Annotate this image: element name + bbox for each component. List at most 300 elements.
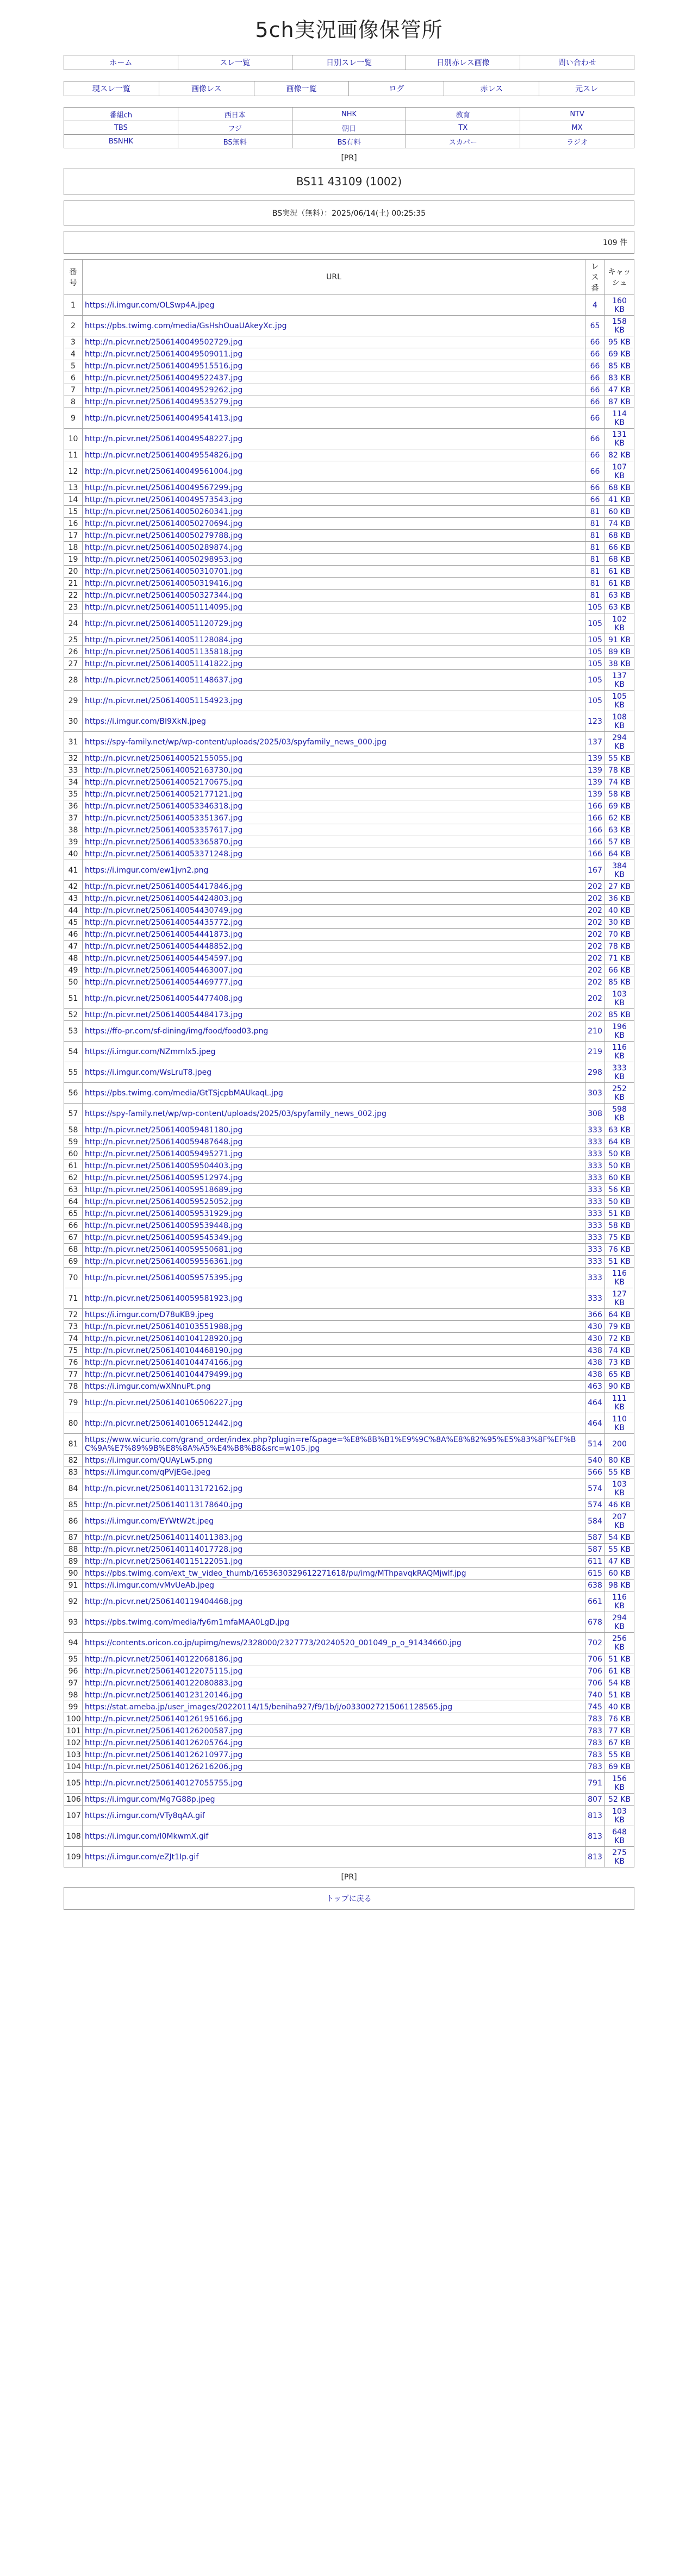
res-number-link[interactable]: 65 (585, 316, 605, 336)
image-url-link[interactable]: http://n.picvr.net/2506140049567299.jpg (83, 482, 585, 494)
cache-size-link[interactable]: 79 KB (605, 1321, 634, 1333)
res-number-link[interactable]: 661 (585, 1591, 605, 1612)
res-number-link[interactable]: 333 (585, 1160, 605, 1172)
res-number-link[interactable]: 813 (585, 1826, 605, 1847)
res-number-link[interactable]: 438 (585, 1369, 605, 1381)
image-url-link[interactable]: http://n.picvr.net/2506140049561004.jpg (83, 461, 585, 482)
image-url-link[interactable]: http://n.picvr.net/2506140059495271.jpg (83, 1148, 585, 1160)
image-url-link[interactable]: https://i.imgur.com/BI9XkN.jpeg (83, 711, 585, 732)
res-number-link[interactable]: 333 (585, 1288, 605, 1309)
res-number-link[interactable]: 706 (585, 1653, 605, 1665)
cache-size-link[interactable]: 74 KB (605, 1345, 634, 1357)
cache-size-link[interactable]: 47 KB (605, 384, 634, 396)
cache-size-link[interactable]: 116 KB (605, 1591, 634, 1612)
cache-size-link[interactable]: 71 KB (605, 952, 634, 964)
image-url-link[interactable]: http://n.picvr.net/2506140050289874.jpg (83, 542, 585, 554)
cache-size-link[interactable]: 85 KB (605, 1009, 634, 1021)
image-url-link[interactable]: http://n.picvr.net/2506140103551988.jpg (83, 1321, 585, 1333)
image-url-link[interactable]: http://n.picvr.net/2506140126216206.jpg (83, 1761, 585, 1773)
res-number-link[interactable]: 333 (585, 1148, 605, 1160)
bc-tbs[interactable]: TBS (64, 121, 178, 135)
image-url-link[interactable]: https://pbs.twimg.com/media/GtTSjcpbMAUkaqL.jpg (83, 1083, 585, 1104)
image-url-link[interactable]: http://n.picvr.net/2506140054454597.jpg (83, 952, 585, 964)
image-url-link[interactable]: http://n.picvr.net/2506140122068186.jpg (83, 1653, 585, 1665)
cache-size-link[interactable]: 158 KB (605, 316, 634, 336)
cache-size-link[interactable]: 50 KB (605, 1160, 634, 1172)
image-url-link[interactable]: http://n.picvr.net/2506140050270694.jpg (83, 518, 585, 530)
cache-size-link[interactable]: 63 KB (605, 590, 634, 601)
res-number-link[interactable]: 333 (585, 1136, 605, 1148)
res-number-link[interactable]: 438 (585, 1345, 605, 1357)
res-number-link[interactable]: 611 (585, 1556, 605, 1568)
cache-size-link[interactable]: 47 KB (605, 1556, 634, 1568)
cache-size-link[interactable]: 55 KB (605, 1749, 634, 1761)
image-url-link[interactable]: https://contents.oricon.co.jp/upimg/news/2328000/2327773/20240520_001049_p_o_91434660.jpg (83, 1633, 585, 1653)
image-url-link[interactable]: https://i.imgur.com/vMvUeAb.jpeg (83, 1580, 585, 1591)
image-url-link[interactable]: http://n.picvr.net/2506140050260341.jpg (83, 506, 585, 518)
res-number-link[interactable]: 464 (585, 1393, 605, 1413)
res-number-link[interactable]: 66 (585, 429, 605, 449)
res-number-link[interactable]: 430 (585, 1333, 605, 1345)
image-url-link[interactable]: http://n.picvr.net/2506140049502729.jpg (83, 336, 585, 348)
image-url-link[interactable]: http://n.picvr.net/2506140053346318.jpg (83, 800, 585, 812)
image-url-link[interactable]: http://n.picvr.net/2506140104468190.jpg (83, 1345, 585, 1357)
cache-size-link[interactable]: 103 KB (605, 1806, 634, 1826)
image-url-link[interactable]: http://n.picvr.net/2506140053351367.jpg (83, 812, 585, 824)
image-url-link[interactable]: http://n.picvr.net/2506140059525052.jpg (83, 1196, 585, 1208)
image-url-link[interactable]: http://n.picvr.net/2506140054484173.jpg (83, 1009, 585, 1021)
res-number-link[interactable]: 81 (585, 566, 605, 578)
res-number-link[interactable]: 105 (585, 601, 605, 613)
res-number-link[interactable]: 333 (585, 1172, 605, 1184)
image-url-link[interactable]: http://n.picvr.net/2506140053357617.jpg (83, 824, 585, 836)
res-number-link[interactable]: 139 (585, 776, 605, 788)
cache-size-link[interactable]: 76 KB (605, 1244, 634, 1256)
res-number-link[interactable]: 123 (585, 711, 605, 732)
res-number-link[interactable]: 540 (585, 1455, 605, 1466)
image-url-link[interactable]: http://n.picvr.net/2506140122075115.jpg (83, 1665, 585, 1677)
bc-radio[interactable]: ラジオ (520, 135, 634, 148)
cache-size-link[interactable]: 68 KB (605, 554, 634, 566)
cache-size-link[interactable]: 40 KB (605, 905, 634, 917)
image-url-link[interactable]: https://i.imgur.com/EYWtW2t.jpeg (83, 1511, 585, 1532)
res-number-link[interactable]: 807 (585, 1794, 605, 1806)
cache-size-link[interactable]: 51 KB (605, 1256, 634, 1268)
res-number-link[interactable]: 638 (585, 1580, 605, 1591)
res-number-link[interactable]: 210 (585, 1021, 605, 1042)
image-url-link[interactable]: http://n.picvr.net/2506140059487648.jpg (83, 1136, 585, 1148)
res-number-link[interactable]: 783 (585, 1749, 605, 1761)
cache-size-link[interactable]: 50 KB (605, 1196, 634, 1208)
image-url-link[interactable]: http://n.picvr.net/2506140050327344.jpg (83, 590, 585, 601)
cache-size-link[interactable]: 61 KB (605, 578, 634, 590)
image-url-link[interactable]: http://n.picvr.net/2506140052163730.jpg (83, 764, 585, 776)
res-number-link[interactable]: 219 (585, 1042, 605, 1062)
nav-image-res[interactable]: 画像レス (159, 82, 254, 96)
cache-size-link[interactable]: 68 KB (605, 530, 634, 542)
cache-size-link[interactable]: 52 KB (605, 1794, 634, 1806)
image-url-link[interactable]: http://n.picvr.net/2506140059550681.jpg (83, 1244, 585, 1256)
res-number-link[interactable]: 574 (585, 1478, 605, 1499)
image-url-link[interactable]: https://spy-family.net/wp/wp-content/uploads/2025/03/spyfamily_news_002.jpg (83, 1104, 585, 1124)
res-number-link[interactable]: 740 (585, 1689, 605, 1701)
res-number-link[interactable]: 166 (585, 836, 605, 848)
res-number-link[interactable]: 438 (585, 1357, 605, 1369)
cache-size-link[interactable]: 41 KB (605, 494, 634, 506)
image-url-link[interactable]: https://i.imgur.com/QUAyLw5.png (83, 1455, 585, 1466)
bc-education[interactable]: 教育 (406, 108, 520, 121)
cache-size-link[interactable]: 70 KB (605, 929, 634, 941)
res-number-link[interactable]: 81 (585, 506, 605, 518)
res-number-link[interactable]: 166 (585, 848, 605, 860)
res-number-link[interactable]: 139 (585, 788, 605, 800)
cache-size-link[interactable]: 69 KB (605, 1761, 634, 1773)
res-number-link[interactable]: 333 (585, 1232, 605, 1244)
image-url-link[interactable]: http://n.picvr.net/2506140051148637.jpg (83, 670, 585, 691)
cache-size-link[interactable]: 55 KB (605, 1466, 634, 1478)
image-url-link[interactable]: http://n.picvr.net/2506140054430749.jpg (83, 905, 585, 917)
image-url-link[interactable]: http://n.picvr.net/2506140054424803.jpg (83, 893, 585, 905)
nav-current-threads[interactable]: 現スレ一覧 (64, 82, 159, 96)
image-url-link[interactable]: https://i.imgur.com/wXNnuPt.png (83, 1381, 585, 1393)
image-url-link[interactable]: http://n.picvr.net/2506140059575395.jpg (83, 1268, 585, 1288)
cache-size-link[interactable]: 207 KB (605, 1511, 634, 1532)
image-url-link[interactable]: http://n.picvr.net/2506140106506227.jpg (83, 1393, 585, 1413)
cache-size-link[interactable]: 65 KB (605, 1369, 634, 1381)
image-url-link[interactable]: http://n.picvr.net/2506140049529262.jpg (83, 384, 585, 396)
bc-west-japan[interactable]: 西日本 (178, 108, 292, 121)
cache-size-link[interactable]: 85 KB (605, 976, 634, 988)
res-number-link[interactable]: 66 (585, 482, 605, 494)
nav-contact[interactable]: 問い合わせ (520, 55, 634, 70)
cache-size-link[interactable]: 51 KB (605, 1689, 634, 1701)
image-url-link[interactable]: https://i.imgur.com/OLSwp4A.jpeg (83, 295, 585, 316)
res-number-link[interactable]: 783 (585, 1761, 605, 1773)
cache-size-link[interactable]: 87 KB (605, 396, 634, 408)
cache-size-link[interactable]: 63 KB (605, 601, 634, 613)
res-number-link[interactable]: 574 (585, 1499, 605, 1511)
cache-size-link[interactable]: 60 KB (605, 1172, 634, 1184)
image-url-link[interactable]: http://n.picvr.net/2506140059539448.jpg (83, 1220, 585, 1232)
image-url-link[interactable]: https://i.imgur.com/I0MkwmX.gif (83, 1826, 585, 1847)
res-number-link[interactable]: 615 (585, 1568, 605, 1580)
image-url-link[interactable]: http://n.picvr.net/2506140049573543.jpg (83, 494, 585, 506)
cache-size-link[interactable]: 46 KB (605, 1499, 634, 1511)
cache-size-link[interactable]: 89 KB (605, 646, 634, 658)
image-url-link[interactable]: http://n.picvr.net/2506140054441873.jpg (83, 929, 585, 941)
nav-daily-thread-list[interactable]: 日別スレ一覧 (292, 55, 406, 70)
res-number-link[interactable]: 333 (585, 1220, 605, 1232)
res-number-link[interactable]: 66 (585, 449, 605, 461)
nav-daily-red-res-images[interactable]: 日別赤レス画像 (406, 55, 520, 70)
image-url-link[interactable]: https://pbs.twimg.com/ext_tw_video_thumb/1653630329612271618/pu/img/MThpavqkRAQMjwlf.jpg (83, 1568, 585, 1580)
image-url-link[interactable]: http://n.picvr.net/2506140052177121.jpg (83, 788, 585, 800)
cache-size-link[interactable]: 40 KB (605, 1701, 634, 1713)
res-number-link[interactable]: 303 (585, 1083, 605, 1104)
image-url-link[interactable]: http://n.picvr.net/2506140059545349.jpg (83, 1232, 585, 1244)
res-number-link[interactable]: 202 (585, 952, 605, 964)
cache-size-link[interactable]: 384 KB (605, 860, 634, 881)
image-url-link[interactable]: http://n.picvr.net/2506140104128920.jpg (83, 1333, 585, 1345)
res-number-link[interactable]: 783 (585, 1737, 605, 1749)
res-number-link[interactable]: 81 (585, 590, 605, 601)
image-url-link[interactable]: http://n.picvr.net/2506140059556361.jpg (83, 1256, 585, 1268)
image-url-link[interactable]: http://n.picvr.net/2506140049548227.jpg (83, 429, 585, 449)
res-number-link[interactable]: 706 (585, 1677, 605, 1689)
res-number-link[interactable]: 333 (585, 1244, 605, 1256)
cache-size-link[interactable]: 27 KB (605, 881, 634, 893)
cache-size-link[interactable]: 83 KB (605, 372, 634, 384)
cache-size-link[interactable]: 75 KB (605, 1232, 634, 1244)
cache-size-link[interactable]: 78 KB (605, 764, 634, 776)
nav-thread-list[interactable]: スレ一覧 (178, 55, 292, 70)
cache-size-link[interactable]: 196 KB (605, 1021, 634, 1042)
image-url-link[interactable]: https://stat.ameba.jp/user_images/20220114/15/beniha927/f9/1b/j/o0330027215061128565.jpg (83, 1701, 585, 1713)
res-number-link[interactable]: 105 (585, 634, 605, 646)
res-number-link[interactable]: 463 (585, 1381, 605, 1393)
res-number-link[interactable]: 584 (585, 1511, 605, 1532)
cache-size-link[interactable]: 160 KB (605, 295, 634, 316)
res-number-link[interactable]: 81 (585, 530, 605, 542)
res-number-link[interactable]: 66 (585, 336, 605, 348)
cache-size-link[interactable]: 333 KB (605, 1062, 634, 1083)
res-number-link[interactable]: 783 (585, 1713, 605, 1725)
res-number-link[interactable]: 81 (585, 542, 605, 554)
image-url-link[interactable]: http://n.picvr.net/2506140113172162.jpg (83, 1478, 585, 1499)
image-url-link[interactable]: http://n.picvr.net/2506140053365870.jpg (83, 836, 585, 848)
cache-size-link[interactable]: 77 KB (605, 1725, 634, 1737)
res-number-link[interactable]: 166 (585, 824, 605, 836)
res-number-link[interactable]: 202 (585, 964, 605, 976)
cache-size-link[interactable]: 51 KB (605, 1653, 634, 1665)
bc-ntv[interactable]: NTV (520, 108, 634, 121)
res-number-link[interactable]: 464 (585, 1413, 605, 1434)
image-url-link[interactable]: http://n.picvr.net/2506140051120729.jpg (83, 613, 585, 634)
cache-size-link[interactable]: 62 KB (605, 812, 634, 824)
cache-size-link[interactable]: 56 KB (605, 1184, 634, 1196)
res-number-link[interactable]: 66 (585, 461, 605, 482)
cache-size-link[interactable]: 95 KB (605, 336, 634, 348)
image-url-link[interactable]: http://n.picvr.net/2506140114011383.jpg (83, 1532, 585, 1544)
res-number-link[interactable]: 66 (585, 396, 605, 408)
res-number-link[interactable]: 745 (585, 1701, 605, 1713)
res-number-link[interactable]: 333 (585, 1256, 605, 1268)
image-url-link[interactable]: http://n.picvr.net/2506140104474166.jpg (83, 1357, 585, 1369)
res-number-link[interactable]: 587 (585, 1532, 605, 1544)
nav-log[interactable]: ログ (349, 82, 444, 96)
image-url-link[interactable]: http://n.picvr.net/2506140051135818.jpg (83, 646, 585, 658)
res-number-link[interactable]: 66 (585, 372, 605, 384)
res-number-link[interactable]: 202 (585, 988, 605, 1009)
res-number-link[interactable]: 139 (585, 753, 605, 764)
bc-program-ch[interactable]: 番組ch (64, 108, 178, 121)
image-url-link[interactable]: http://n.picvr.net/2506140113178640.jpg (83, 1499, 585, 1511)
cache-size-link[interactable]: 74 KB (605, 518, 634, 530)
cache-size-link[interactable]: 127 KB (605, 1288, 634, 1309)
image-url-link[interactable]: http://n.picvr.net/2506140054417846.jpg (83, 881, 585, 893)
res-number-link[interactable]: 66 (585, 360, 605, 372)
image-url-link[interactable]: https://i.imgur.com/WsLruT8.jpeg (83, 1062, 585, 1083)
cache-size-link[interactable]: 116 KB (605, 1268, 634, 1288)
res-number-link[interactable]: 202 (585, 905, 605, 917)
image-url-link[interactable]: http://n.picvr.net/2506140126200587.jpg (83, 1725, 585, 1737)
cache-size-link[interactable]: 55 KB (605, 1544, 634, 1556)
image-url-link[interactable]: https://i.imgur.com/NZmmlx5.jpeg (83, 1042, 585, 1062)
image-url-link[interactable]: http://n.picvr.net/2506140059512974.jpg (83, 1172, 585, 1184)
res-number-link[interactable]: 333 (585, 1268, 605, 1288)
image-url-link[interactable]: https://www.wicurio.com/grand_order/index.php?plugin=ref&page=%E8%8B%B1%E9%9C%8A%E8%82%95%E5%83%8F%EF%BC%9A%E7%89%9B%E8%8A%A5%E4%B8%B8&src=w105.jpg (83, 1434, 585, 1455)
cache-size-link[interactable]: 85 KB (605, 360, 634, 372)
cache-size-link[interactable]: 69 KB (605, 348, 634, 360)
bc-bsnhk[interactable]: BSNHK (64, 135, 178, 148)
bc-skyperfect[interactable]: スカパー (406, 135, 520, 148)
nav-home[interactable]: ホーム (64, 55, 178, 70)
image-url-link[interactable]: http://n.picvr.net/2506140059531929.jpg (83, 1208, 585, 1220)
res-number-link[interactable]: 587 (585, 1544, 605, 1556)
cache-size-link[interactable]: 108 KB (605, 711, 634, 732)
res-number-link[interactable]: 81 (585, 578, 605, 590)
res-number-link[interactable]: 137 (585, 732, 605, 753)
cache-size-link[interactable]: 648 KB (605, 1826, 634, 1847)
cache-size-link[interactable]: 60 KB (605, 506, 634, 518)
cache-size-link[interactable]: 66 KB (605, 542, 634, 554)
cache-size-link[interactable]: 30 KB (605, 917, 634, 929)
image-url-link[interactable]: http://n.picvr.net/2506140050310701.jpg (83, 566, 585, 578)
image-url-link[interactable]: http://n.picvr.net/2506140059518689.jpg (83, 1184, 585, 1196)
bc-mx[interactable]: MX (520, 121, 634, 135)
image-url-link[interactable]: http://n.picvr.net/2506140050319416.jpg (83, 578, 585, 590)
image-url-link[interactable]: http://n.picvr.net/2506140126205764.jpg (83, 1737, 585, 1749)
bc-asahi[interactable]: 朝日 (292, 121, 406, 135)
cache-size-link[interactable]: 55 KB (605, 753, 634, 764)
res-number-link[interactable]: 791 (585, 1773, 605, 1794)
cache-size-link[interactable]: 67 KB (605, 1737, 634, 1749)
cache-size-link[interactable]: 200 (605, 1434, 634, 1455)
cache-size-link[interactable]: 156 KB (605, 1773, 634, 1794)
cache-size-link[interactable]: 275 KB (605, 1847, 634, 1867)
image-url-link[interactable]: http://n.picvr.net/2506140049541413.jpg (83, 408, 585, 429)
cache-size-link[interactable]: 36 KB (605, 893, 634, 905)
res-number-link[interactable]: 66 (585, 494, 605, 506)
cache-size-link[interactable]: 64 KB (605, 848, 634, 860)
res-number-link[interactable]: 66 (585, 348, 605, 360)
image-url-link[interactable]: http://n.picvr.net/2506140054448852.jpg (83, 941, 585, 952)
res-number-link[interactable]: 813 (585, 1847, 605, 1867)
cache-size-link[interactable]: 103 KB (605, 1478, 634, 1499)
nav-image-list[interactable]: 画像一覧 (254, 82, 349, 96)
res-number-link[interactable]: 66 (585, 408, 605, 429)
image-url-link[interactable]: http://n.picvr.net/2506140050279788.jpg (83, 530, 585, 542)
nav-red-res[interactable]: 赤レス (444, 82, 539, 96)
cache-size-link[interactable]: 74 KB (605, 776, 634, 788)
image-url-link[interactable]: http://n.picvr.net/2506140126195166.jpg (83, 1713, 585, 1725)
cache-size-link[interactable]: 598 KB (605, 1104, 634, 1124)
image-url-link[interactable]: http://n.picvr.net/2506140049535279.jpg (83, 396, 585, 408)
image-url-link[interactable]: https://i.imgur.com/Mg7G88p.jpeg (83, 1794, 585, 1806)
cache-size-link[interactable]: 137 KB (605, 670, 634, 691)
cache-size-link[interactable]: 103 KB (605, 988, 634, 1009)
cache-size-link[interactable]: 98 KB (605, 1580, 634, 1591)
res-number-link[interactable]: 105 (585, 691, 605, 711)
res-number-link[interactable]: 333 (585, 1196, 605, 1208)
cache-size-link[interactable]: 54 KB (605, 1532, 634, 1544)
image-url-link[interactable]: http://n.picvr.net/2506140059481180.jpg (83, 1124, 585, 1136)
cache-size-link[interactable]: 38 KB (605, 658, 634, 670)
cache-size-link[interactable]: 61 KB (605, 1665, 634, 1677)
res-number-link[interactable]: 678 (585, 1612, 605, 1633)
res-number-link[interactable]: 81 (585, 554, 605, 566)
image-url-link[interactable]: http://n.picvr.net/2506140051141822.jpg (83, 658, 585, 670)
res-number-link[interactable]: 706 (585, 1665, 605, 1677)
image-url-link[interactable]: http://n.picvr.net/2506140054463007.jpg (83, 964, 585, 976)
bc-fuji[interactable]: フジ (178, 121, 292, 135)
image-url-link[interactable]: https://ffo-pr.com/sf-dining/img/food/food03.png (83, 1021, 585, 1042)
res-number-link[interactable]: 333 (585, 1208, 605, 1220)
image-url-link[interactable]: https://i.imgur.com/D78uKB9.jpeg (83, 1309, 585, 1321)
res-number-link[interactable]: 66 (585, 384, 605, 396)
cache-size-link[interactable]: 78 KB (605, 941, 634, 952)
cache-size-link[interactable]: 68 KB (605, 482, 634, 494)
image-url-link[interactable]: https://i.imgur.com/qPVjEGe.jpeg (83, 1466, 585, 1478)
image-url-link[interactable]: http://n.picvr.net/2506140059504403.jpg (83, 1160, 585, 1172)
cache-size-link[interactable]: 72 KB (605, 1333, 634, 1345)
res-number-link[interactable]: 202 (585, 893, 605, 905)
cache-size-link[interactable]: 105 KB (605, 691, 634, 711)
res-number-link[interactable]: 4 (585, 295, 605, 316)
image-url-link[interactable]: http://n.picvr.net/2506140114017728.jpg (83, 1544, 585, 1556)
image-url-link[interactable]: https://i.imgur.com/eZJt1Ip.gif (83, 1847, 585, 1867)
res-number-link[interactable]: 333 (585, 1184, 605, 1196)
bc-tx[interactable]: TX (406, 121, 520, 135)
cache-size-link[interactable]: 131 KB (605, 429, 634, 449)
cache-size-link[interactable]: 114 KB (605, 408, 634, 429)
image-url-link[interactable]: http://n.picvr.net/2506140127055755.jpg (83, 1773, 585, 1794)
image-url-link[interactable]: http://n.picvr.net/2506140054435772.jpg (83, 917, 585, 929)
res-number-link[interactable]: 298 (585, 1062, 605, 1083)
image-url-link[interactable]: http://n.picvr.net/2506140115122051.jpg (83, 1556, 585, 1568)
cache-size-link[interactable]: 64 KB (605, 1136, 634, 1148)
res-number-link[interactable]: 166 (585, 812, 605, 824)
res-number-link[interactable]: 202 (585, 976, 605, 988)
cache-size-link[interactable]: 69 KB (605, 800, 634, 812)
bc-bs-free[interactable]: BS無料 (178, 135, 292, 148)
res-number-link[interactable]: 202 (585, 881, 605, 893)
cache-size-link[interactable]: 91 KB (605, 634, 634, 646)
cache-size-link[interactable]: 66 KB (605, 964, 634, 976)
cache-size-link[interactable]: 294 KB (605, 732, 634, 753)
image-url-link[interactable]: http://n.picvr.net/2506140052155055.jpg (83, 753, 585, 764)
res-number-link[interactable]: 167 (585, 860, 605, 881)
cache-size-link[interactable]: 63 KB (605, 1124, 634, 1136)
cache-size-link[interactable]: 82 KB (605, 449, 634, 461)
res-number-link[interactable]: 105 (585, 646, 605, 658)
res-number-link[interactable]: 139 (585, 764, 605, 776)
cache-size-link[interactable]: 256 KB (605, 1633, 634, 1653)
cache-size-link[interactable]: 76 KB (605, 1713, 634, 1725)
cache-size-link[interactable]: 73 KB (605, 1357, 634, 1369)
image-url-link[interactable]: http://n.picvr.net/2506140126210977.jpg (83, 1749, 585, 1761)
res-number-link[interactable]: 430 (585, 1321, 605, 1333)
cache-size-link[interactable]: 63 KB (605, 824, 634, 836)
image-url-link[interactable]: http://n.picvr.net/2506140053371248.jpg (83, 848, 585, 860)
cache-size-link[interactable]: 116 KB (605, 1042, 634, 1062)
back-to-top-link[interactable]: トップに戻る (64, 1887, 634, 1910)
cache-size-link[interactable]: 102 KB (605, 613, 634, 634)
image-url-link[interactable]: http://n.picvr.net/2506140054469777.jpg (83, 976, 585, 988)
res-number-link[interactable]: 202 (585, 941, 605, 952)
cache-size-link[interactable]: 57 KB (605, 836, 634, 848)
res-number-link[interactable]: 783 (585, 1725, 605, 1737)
